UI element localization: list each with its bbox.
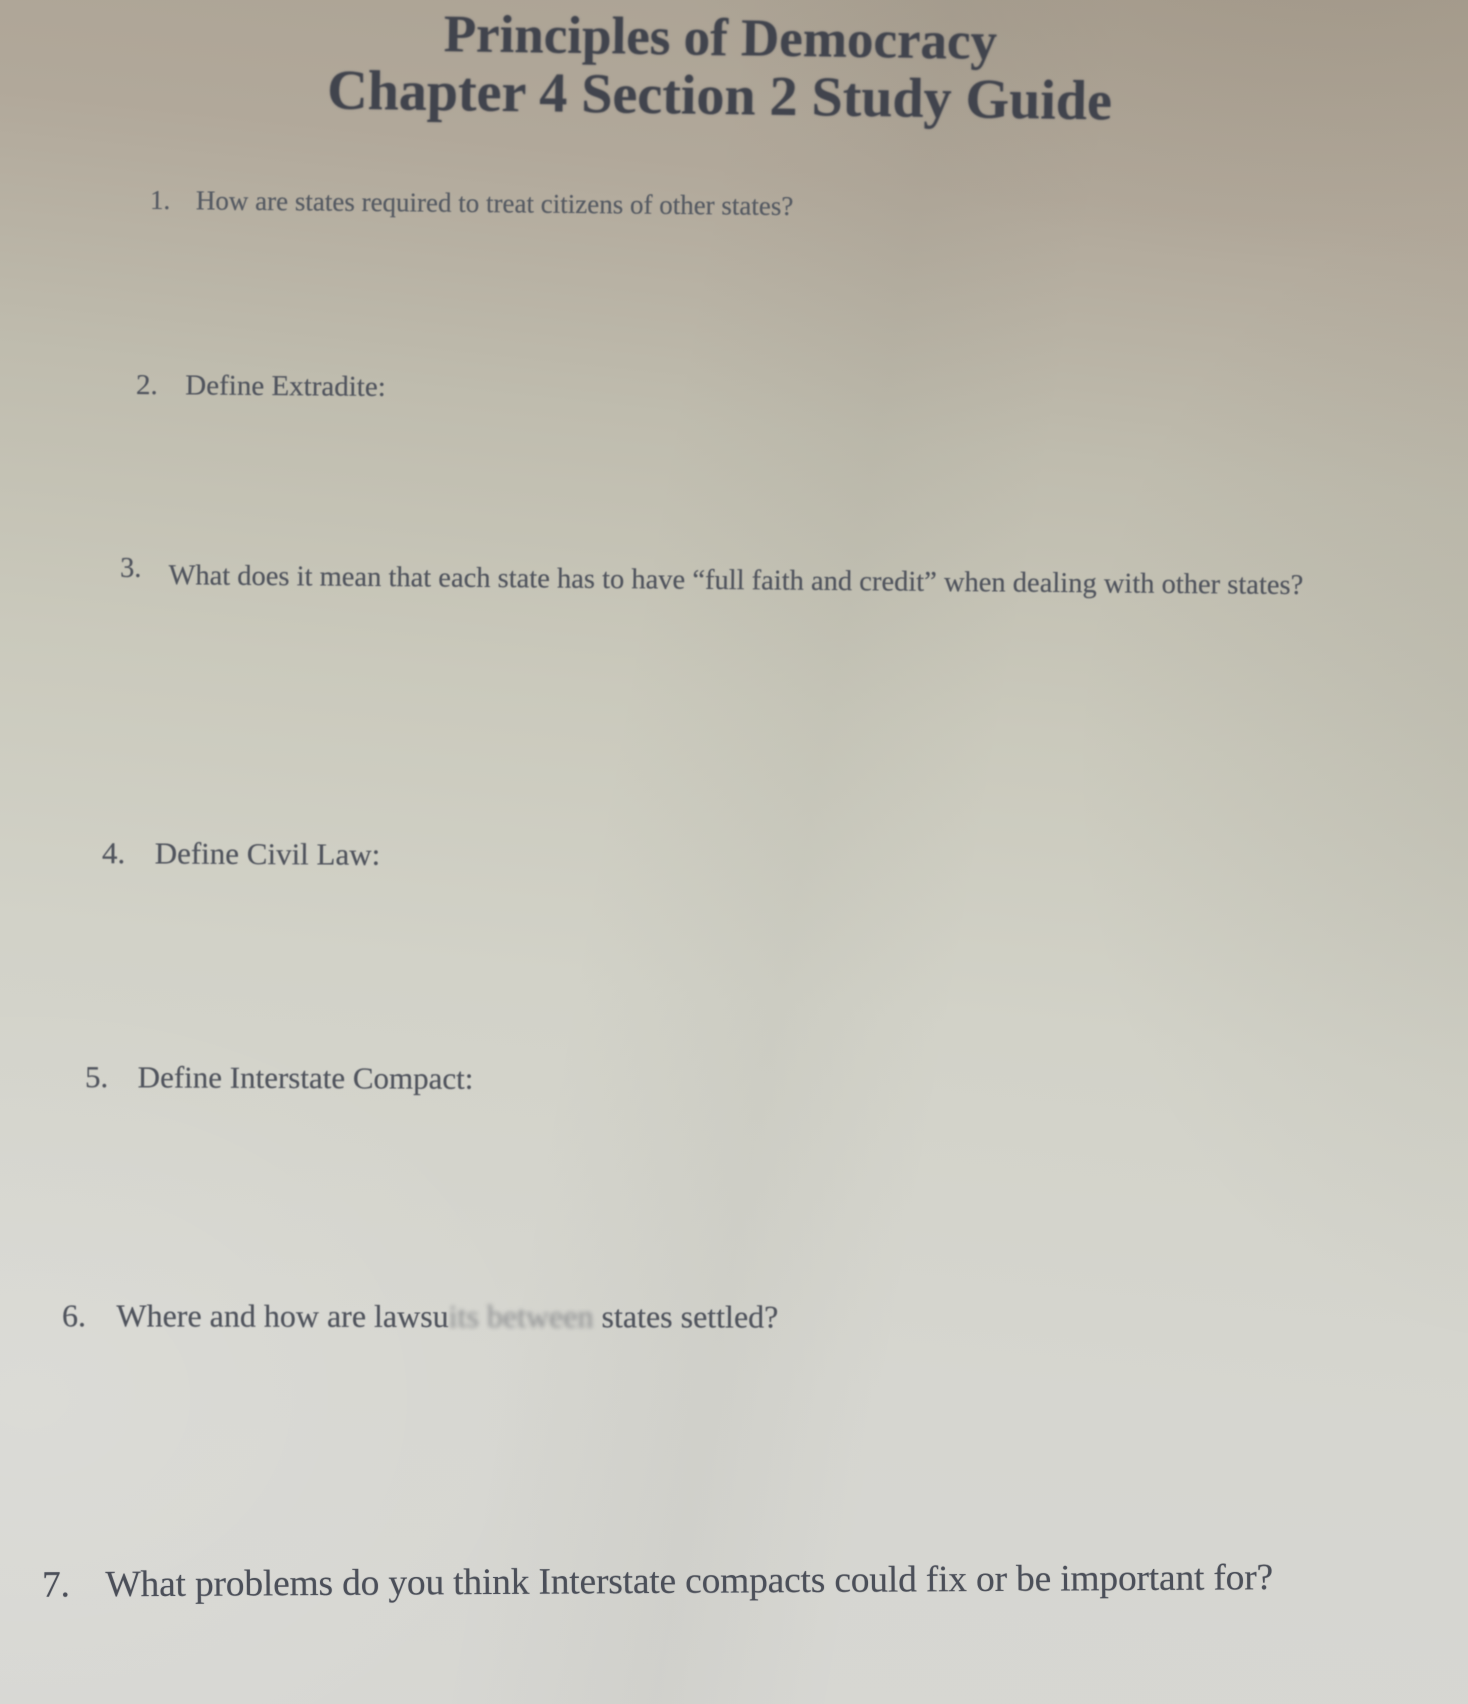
question-6-text xyxy=(116,1297,778,1335)
document-title-line2: Chapter 4 Section 2 Study Guide xyxy=(326,59,1113,133)
question-4-text: Define Civil Law: xyxy=(154,835,381,872)
question-1-number: 1. xyxy=(149,184,171,216)
question-6-text-sharp-lead: Where and how are lawsu xyxy=(116,1297,449,1335)
question-3 xyxy=(120,553,1314,609)
question-5 xyxy=(85,1059,474,1097)
question-7 xyxy=(42,1556,1273,1607)
question-3-text: What does it mean that each state has to have “full faith and credit” when dealing with other states? xyxy=(168,560,1304,602)
question-7-number: 7. xyxy=(41,1564,70,1606)
question-6 xyxy=(62,1297,778,1335)
question-2-number: 2. xyxy=(135,369,158,402)
question-7-text: What problems do you think Interstate compacts could fix or be important for? xyxy=(105,1557,1274,1606)
document-title xyxy=(0,0,1455,136)
document-title-line1: Principles of Democracy xyxy=(443,5,998,71)
question-6-number: 6. xyxy=(61,1297,87,1334)
question-6-text-faded-middle: its between xyxy=(448,1298,602,1335)
question-1-text: How are states required to treat citizens of other states? xyxy=(195,185,794,222)
question-5-text: Define Interstate Compact: xyxy=(137,1059,474,1096)
question-3-number: 3. xyxy=(119,552,142,584)
question-4-number: 4. xyxy=(101,835,126,871)
question-2 xyxy=(136,369,386,404)
question-2-text: Define Extradite: xyxy=(185,369,386,403)
question-6-text-sharp-tail: states settled? xyxy=(601,1298,779,1335)
question-1 xyxy=(150,185,794,222)
question-5-number: 5. xyxy=(84,1059,109,1095)
question-4 xyxy=(102,835,380,873)
